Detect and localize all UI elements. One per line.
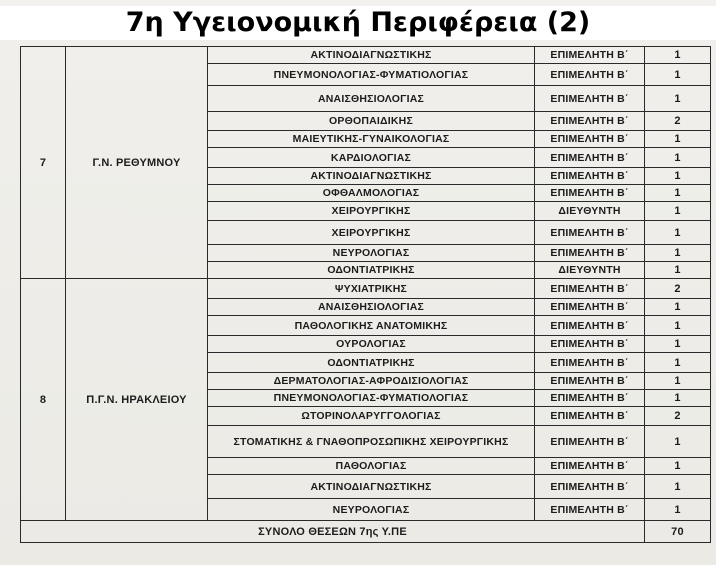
specialty-cell: ΠΑΘΟΛΟΓΙΑΣ (208, 458, 535, 475)
specialty-cell: ΩΤΟΡΙΝΟΛΑΡΥΓΓΟΛΟΓΙΑΣ (208, 407, 535, 426)
rank-cell: ΕΠΙΜΕΛΗΤΗ Β΄ (535, 299, 645, 316)
count-cell: 1 (645, 185, 711, 202)
rank-cell: ΕΠΙΜΕΛΗΤΗ Β΄ (535, 316, 645, 336)
rank-cell: ΕΠΙΜΕΛΗΤΗ Β΄ (535, 499, 645, 521)
rank-cell: ΕΠΙΜΕΛΗΤΗ Β΄ (535, 86, 645, 112)
total-value: 70 (645, 521, 711, 543)
rank-cell: ΕΠΙΜΕΛΗΤΗ Β΄ (535, 185, 645, 202)
specialty-cell: ΠΝΕΥΜΟΝΟΛΟΓΙΑΣ-ΦΥΜΑΤΙΟΛΟΓΙΑΣ (208, 390, 535, 407)
rank-cell: ΕΠΙΜΕΛΗΤΗ Β΄ (535, 47, 645, 64)
hospital-name: Π.Γ.Ν. ΗΡΑΚΛΕΙΟΥ (66, 279, 208, 521)
rank-cell: ΕΠΙΜΕΛΗΤΗ Β΄ (535, 407, 645, 426)
total-label: ΣΥΝΟΛΟ ΘΕΣΕΩΝ 7ης Υ.ΠΕ (21, 521, 645, 543)
count-cell: 1 (645, 426, 711, 458)
rank-cell: ΕΠΙΜΕΛΗΤΗ Β΄ (535, 245, 645, 262)
count-cell: 1 (645, 373, 711, 390)
scanned-document (0, 40, 716, 565)
specialty-cell: ΟΔΟΝΤΙΑΤΡΙΚΗΣ (208, 262, 535, 279)
count-cell: 2 (645, 279, 711, 299)
specialty-cell: ΝΕΥΡΟΛΟΓΙΑΣ (208, 245, 535, 262)
specialty-cell: ΜΑΙΕΥΤΙΚΗΣ-ΓΥΝΑΙΚΟΛΟΓΙΑΣ (208, 131, 535, 148)
count-cell: 1 (645, 499, 711, 521)
table-row (21, 47, 711, 64)
count-cell: 2 (645, 407, 711, 426)
specialty-cell: ΟΥΡΟΛΟΓΙΑΣ (208, 336, 535, 353)
group-number: 7 (21, 47, 66, 279)
specialty-cell: ΔΕΡΜΑΤΟΛΟΓΙΑΣ-ΑΦΡΟΔΙΣΙΟΛΟΓΙΑΣ (208, 373, 535, 390)
positions-table (20, 46, 711, 543)
count-cell: 1 (645, 202, 711, 221)
rank-cell: ΕΠΙΜΕΛΗΤΗ Β΄ (535, 131, 645, 148)
rank-cell: ΕΠΙΜΕΛΗΤΗ Β΄ (535, 168, 645, 185)
count-cell: 2 (645, 112, 711, 131)
hospital-name: Γ.Ν. ΡΕΘΥΜΝΟΥ (66, 47, 208, 279)
specialty-cell: ΧΕΙΡΟΥΡΓΙΚΗΣ (208, 202, 535, 221)
count-cell: 1 (645, 316, 711, 336)
group-number: 8 (21, 279, 66, 521)
specialty-cell: ΠΝΕΥΜΟΝΟΛΟΓΙΑΣ-ΦΥΜΑΤΙΟΛΟΓΙΑΣ (208, 64, 535, 86)
specialty-cell: ΑΝΑΙΣΘΗΣΙΟΛΟΓΙΑΣ (208, 86, 535, 112)
specialty-cell: ΑΝΑΙΣΘΗΣΙΟΛΟΓΙΑΣ (208, 299, 535, 316)
count-cell: 1 (645, 475, 711, 499)
specialty-cell: ΑΚΤΙΝΟΔΙΑΓΝΩΣΤΙΚΗΣ (208, 47, 535, 64)
rank-cell: ΕΠΙΜΕΛΗΤΗ Β΄ (535, 64, 645, 86)
count-cell: 1 (645, 262, 711, 279)
count-cell: 1 (645, 131, 711, 148)
specialty-cell: ΟΡΘΟΠΑΙΔΙΚΗΣ (208, 112, 535, 131)
rank-cell: ΕΠΙΜΕΛΗΤΗ Β΄ (535, 390, 645, 407)
specialty-cell: ΝΕΥΡΟΛΟΓΙΑΣ (208, 499, 535, 521)
rank-cell: ΕΠΙΜΕΛΗΤΗ Β΄ (535, 373, 645, 390)
specialty-cell: ΟΔΟΝΤΙΑΤΡΙΚΗΣ (208, 353, 535, 373)
count-cell: 1 (645, 245, 711, 262)
rank-cell: ΕΠΙΜΕΛΗΤΗ Β΄ (535, 353, 645, 373)
page-title: 7η Υγειονομική Περιφέρεια (2) (0, 6, 716, 40)
count-cell: 1 (645, 353, 711, 373)
specialty-cell: ΑΚΤΙΝΟΔΙΑΓΝΩΣΤΙΚΗΣ (208, 168, 535, 185)
rank-cell: ΕΠΙΜΕΛΗΤΗ Β΄ (535, 148, 645, 168)
specialty-cell: ΧΕΙΡΟΥΡΓΙΚΗΣ (208, 221, 535, 245)
count-cell: 1 (645, 168, 711, 185)
specialty-cell: ΣΤΟΜΑΤΙΚΗΣ & ΓΝΑΘΟΠΡΟΣΩΠΙΚΗΣ ΧΕΙΡΟΥΡΓΙΚΗΣ (208, 426, 535, 458)
rank-cell: ΕΠΙΜΕΛΗΤΗ Β΄ (535, 426, 645, 458)
count-cell: 1 (645, 221, 711, 245)
table-row (21, 279, 711, 299)
rank-cell: ΔΙΕΥΘΥΝΤΗ (535, 202, 645, 221)
rank-cell: ΕΠΙΜΕΛΗΤΗ Β΄ (535, 279, 645, 299)
specialty-cell: ΠΑΘΟΛΟΓΙΚΗΣ ΑΝΑΤΟΜΙΚΗΣ (208, 316, 535, 336)
rank-cell: ΕΠΙΜΕΛΗΤΗ Β΄ (535, 221, 645, 245)
specialty-cell: ΨΥΧΙΑΤΡΙΚΗΣ (208, 279, 535, 299)
count-cell: 1 (645, 47, 711, 64)
rank-cell: ΕΠΙΜΕΛΗΤΗ Β΄ (535, 458, 645, 475)
specialty-cell: ΚΑΡΔΙΟΛΟΓΙΑΣ (208, 148, 535, 168)
count-cell: 1 (645, 390, 711, 407)
rank-cell: ΔΙΕΥΘΥΝΤΗ (535, 262, 645, 279)
count-cell: 1 (645, 458, 711, 475)
total-row (21, 521, 711, 543)
count-cell: 1 (645, 64, 711, 86)
rank-cell: ΕΠΙΜΕΛΗΤΗ Β΄ (535, 336, 645, 353)
count-cell: 1 (645, 299, 711, 316)
count-cell: 1 (645, 86, 711, 112)
specialty-cell: ΟΦΘΑΛΜΟΛΟΓΙΑΣ (208, 185, 535, 202)
count-cell: 1 (645, 336, 711, 353)
count-cell: 1 (645, 148, 711, 168)
specialty-cell: ΑΚΤΙΝΟΔΙΑΓΝΩΣΤΙΚΗΣ (208, 475, 535, 499)
rank-cell: ΕΠΙΜΕΛΗΤΗ Β΄ (535, 475, 645, 499)
rank-cell: ΕΠΙΜΕΛΗΤΗ Β΄ (535, 112, 645, 131)
